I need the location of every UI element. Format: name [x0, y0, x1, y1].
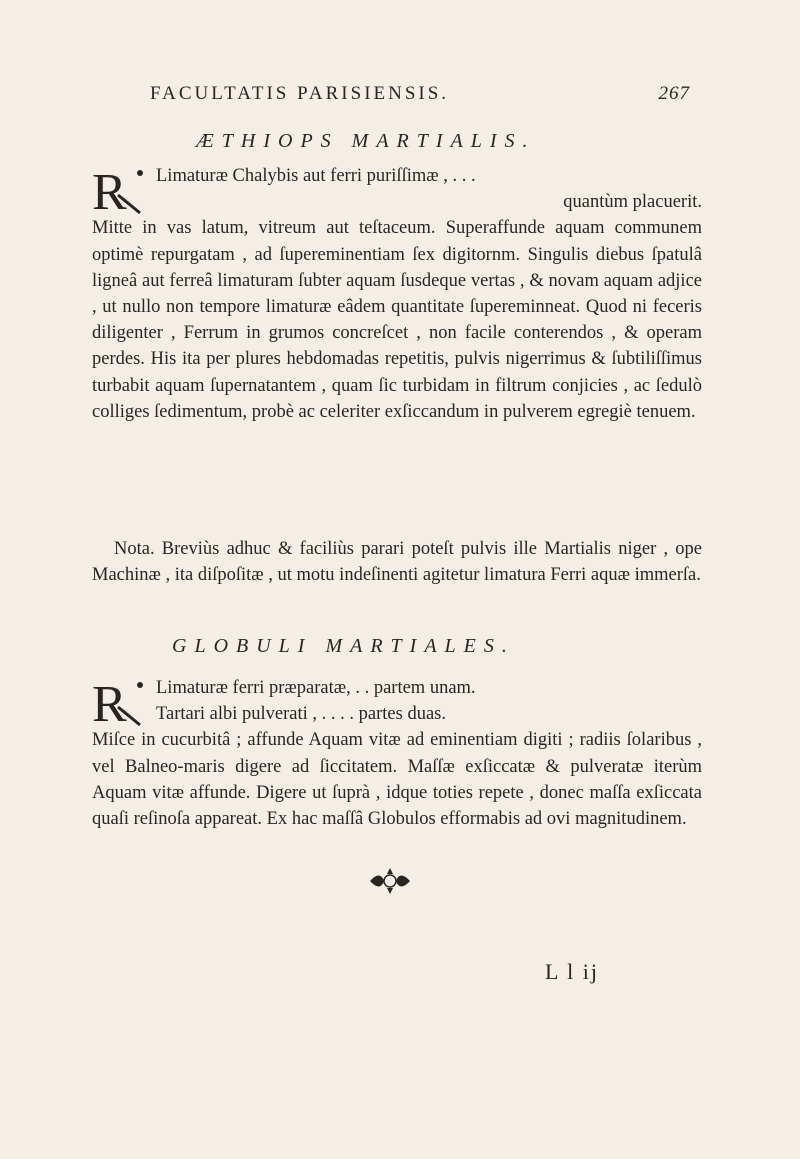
svg-text:R: R: [92, 677, 127, 727]
recipe-globuli: [92, 675, 702, 832]
recipe-ingredient-line: Tartari albi pulverati , . . . . partes duas.: [156, 704, 446, 725]
recipe-quantity-line: quantùm placuerit.: [563, 192, 702, 213]
recipe-ingredient-line: Limaturæ Chalybis aut ferri puriſſimæ , . . .: [156, 166, 476, 186]
recipe-rx-icon: [92, 677, 148, 727]
svg-text:R: R: [92, 165, 127, 215]
signature-mark: L l ij: [545, 959, 599, 984]
fleuron-ornament-icon: [367, 866, 413, 896]
recipe-ingredient-line: Limaturæ ferri præparatæ, . . partem unam.: [156, 678, 476, 698]
running-title: FACULTATIS PARISIENSIS.: [150, 83, 450, 104]
section-title-aethiops: ÆTHIOPS MARTIALIS.: [196, 130, 536, 152]
section-title-globuli: GLOBULI MARTIALES.: [172, 635, 515, 657]
nota-paragraph: Nota. Breviùs adhuc & faciliùs parari poteſt pulvis ille Martialis niger , ope Machinæ , ita diſpoſitæ , ut motu indeſinenti agitetur limatura Ferri aquæ immerſa.: [92, 539, 702, 586]
recipe-body: Miſce in cucurbitâ ; affunde Aquam vitæ ad eminentiam digiti ; radiis ſolaribus , vel Balneo-maris digere ad ſiccitatem. Maſſæ exſiccatæ & pulveratæ iterùm Aquam vitæ affunde. Digere ut ſuprà , idque toties repete , donec maſſa exſiccata quaſi reſinoſa appareat. Ex hac maſſâ Globulos efformabis ad ovi magnitudinem.: [92, 730, 702, 830]
recipe-rx-icon: [92, 165, 148, 215]
recipe-aethiops: [92, 163, 702, 425]
running-header: [150, 83, 690, 113]
recipe-body: Mitte in vas latum, vitreum aut teſtaceum. Superaffunde aquam communem optimè repurgatam , ad ſupereminentiam ſex digitornm. Singulis diebus ſpatulâ ligneâ aut ferreâ limaturam ſubter aquam ſusdeque vertas , & novam aquam adjice , ut nullo non tempore limaturæ eâdem quantitate ſupereminneat. Quod ni feceris diligenter , Ferrum in grumos concreſcet , non facile conterendos , & operam perdes. His ita per plures hebdomadas repetitis, pulvis nigerrimus & ſubtiliſſimus turbabit aquam ſupernatantem , quam ſic turbidam in filtrum conjicies , ac ſedulò colliges ſedimentum, probè ac celeriter exſiccandum in pulverem egregiè tenuem.: [92, 218, 702, 422]
page-number: 267: [658, 83, 690, 104]
